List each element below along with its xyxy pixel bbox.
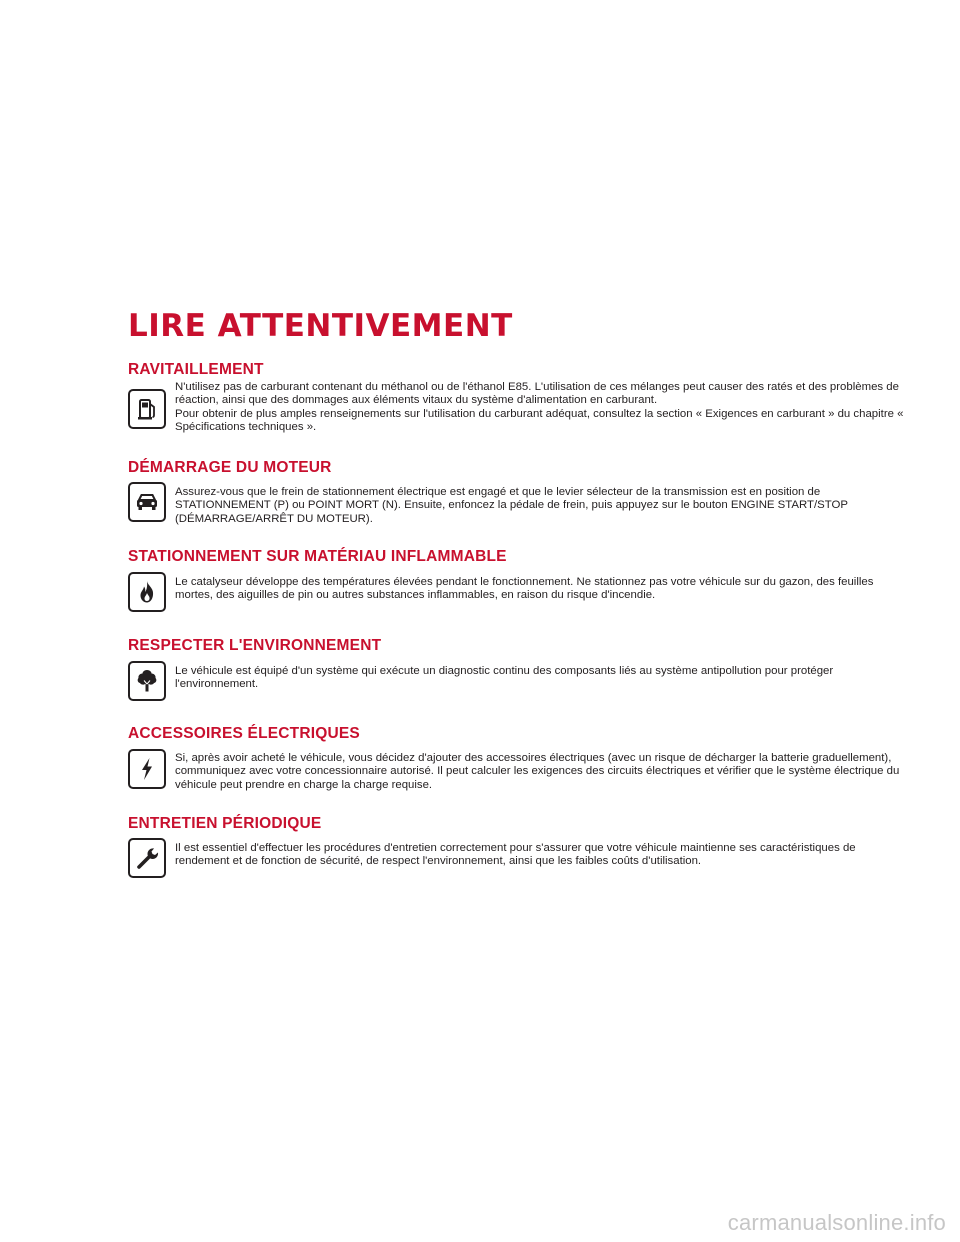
section-text-refueling-more: Pour obtenir de plus amples renseignements sur l'utilisation du carburant adéquat, consultez la section « Exigences en carburant » du chapitre « Spécifications techniques ». [175,408,904,434]
fuel-pump-icon [128,389,166,429]
tree-icon [128,661,166,701]
lightning-bolt-icon [128,749,166,789]
section-heading-refueling: RAVITAILLEMENT [128,361,264,378]
section-heading-engine-start: DÉMARRAGE DU MOTEUR [128,459,332,476]
section-heading-environment: RESPECTER L'ENVIRONNEMENT [128,637,382,654]
section-text-electrical-accessories: Si, après avoir acheté le véhicule, vous décidez d'ajouter des accessoires électriques (avec un risque de décharger la batterie graduellement), communiquez avec votre concessionnaire autorisé. Il peut calculer les exigences des circuits électriques et vérifier que le système électrique du véhicule peut prendre en charge la charge requise. [175,752,900,791]
section-text-flammable-parking: Le catalyseur développe des températures élevées pendant le fonctionnement. Ne stationnez pas votre véhicule sur du gazon, des feuilles mortes, des aiguilles de pin ou autres substances inflammables, en raison du risque d'incendie. [175,576,874,602]
car-icon [128,482,166,522]
section-heading-flammable-parking: STATIONNEMENT SUR MATÉRIAU INFLAMMABLE [128,548,507,565]
section-refueling [128,361,908,441]
page-title: LIRE ATTENTIVEMENT [128,308,513,344]
wrench-icon [128,838,166,878]
section-environment [128,637,908,703]
flame-icon [128,572,166,612]
section-text-engine-start: Assurez-vous que le frein de stationnement électrique est engagé et que le levier sélecteur de la transmission est en position de STATIONNEMENT (P) ou POINT MORT (N). Ensuite, enfoncez la pédale de frein, puis appuyez sur le bouton ENGINE START/STOP (DÉMARRAGE/ARRÊT DU MOTEUR). [175,486,848,525]
section-engine-start [128,459,908,529]
section-heading-electrical-accessories: ACCESSOIRES ÉLECTRIQUES [128,725,360,742]
section-text-periodic-maintenance: Il est essentiel d'effectuer les procédures d'entretien correctement pour s'assurer que votre véhicule maintienne ses caractéristiques de rendement et de fonction de sécurité, de respect l'environnement, ainsi que les faibles coûts d'utilisation. [175,842,856,868]
section-electrical-accessories [128,725,908,797]
section-heading-periodic-maintenance: ENTRETIEN PÉRIODIQUE [128,815,322,832]
section-text-refueling: N'utilisez pas de carburant contenant du méthanol ou de l'éthanol E85. L'utilisation de ces mélanges peut causer des ratés et des problèmes de réaction, ainsi que des dommages aux éléments vitaux du système d'alimentation en carburant. [175,381,899,407]
section-text-environment: Le véhicule est équipé d'un système qui exécute un diagnostic continu des composants liés au système antipollution pour protéger l'environnement. [175,665,834,691]
watermark-text: carmanualsonline.info [727,1210,946,1235]
section-flammable-parking [128,548,908,614]
section-periodic-maintenance [128,815,908,881]
